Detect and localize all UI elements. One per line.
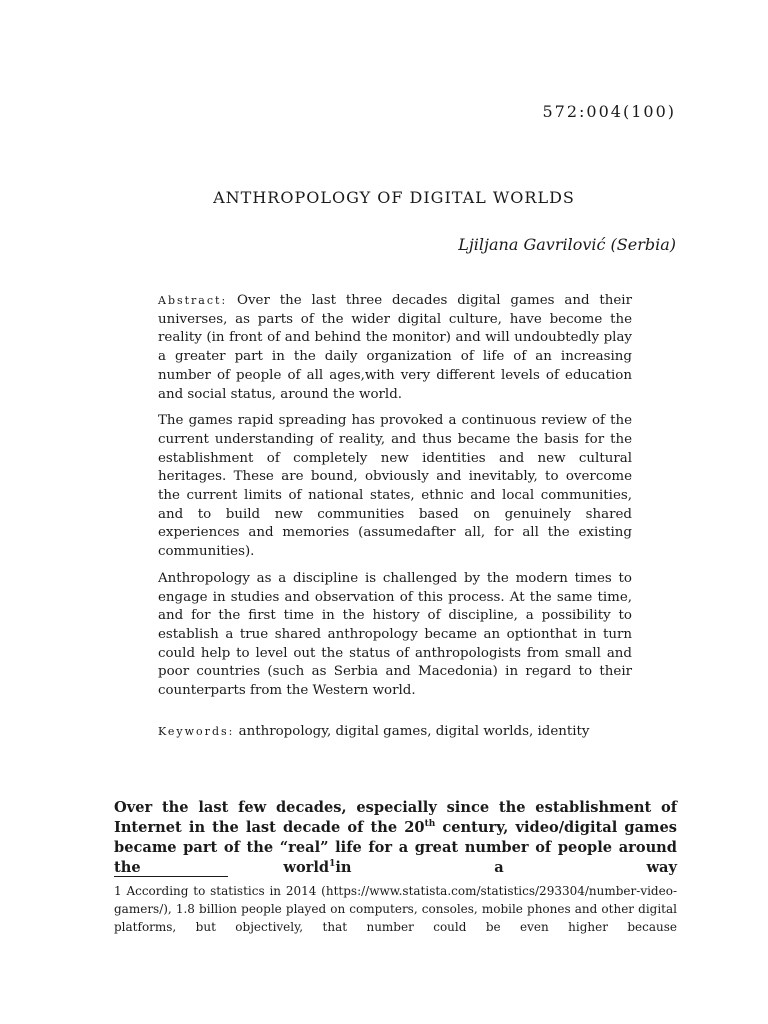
body-paragraph xyxy=(114,798,677,878)
abstract-paragraph-2: The games rapid spreading has provoked a continuous review of the current understanding of reality, and thus became the basis for the establishment of completely new identities and new cultural heritages. These are bound, obviously and inevitably, to overcome the current limits of national states, ethnic and local communities, and to build new communities based on genuinely shared experiences and memories (assumedafter all, for all the existing communities). xyxy=(158,413,632,560)
keywords-label: Keywords: xyxy=(158,725,235,738)
abstract-paragraph-3: Anthropology as a discipline is challenged by the modern times to engage in studies and observation of this process. At the same time, and for the first time in the history of discipline, a possibility to establish a true shared anthropology became an optionthat in turn could help to level out the status of anthropologists from small and poor countries (such as Serbia and Macedonia) in regard to their counterparts from the Western world. xyxy=(158,570,632,699)
keywords-text: anthropology, digital games, digital worlds, identity xyxy=(238,724,590,739)
author-name: Ljiljana Gavrilović (Serbia) xyxy=(458,235,676,254)
footnote-1: 1 According to statistics in 2014 (https://www.statista.com/statistics/293304/number-video-gamers/), 1.8 billion people played on computers, consoles, mobile phones and other digital platforms, but objectively, that number could be even higher because xyxy=(114,884,677,934)
body-text-part-1: Over the last few decades, especially since the establishment of Internet in the last decade of the 20 xyxy=(114,799,677,836)
abstract-text-1: Over the last three decades digital games and their universes, as parts of the wider digital culture, have become the reality (in front of and behind the monitor) and will undoubtedly play a greater part in the daily organization of life of an increasing number of people of all ages,with very different levels of education and social status, around the world. xyxy=(158,293,632,402)
superscript-th: th xyxy=(424,819,436,830)
abstract-paragraph-1 xyxy=(158,292,632,404)
abstract-block xyxy=(158,292,632,709)
abstract-label: Abstract: xyxy=(158,294,228,307)
footnote-ref-1[interactable]: 1 xyxy=(329,859,336,870)
body-text-part-2: century, video/digital games became part of the “real” life for a great number of people around the world xyxy=(114,819,677,876)
footnote-divider xyxy=(114,876,228,877)
udc-code: 572:004(100) xyxy=(542,102,676,121)
article-title: ANTHROPOLOGY OF DIGITAL WORLDS xyxy=(213,188,575,207)
body-text-part-3: in a way xyxy=(335,859,677,876)
keywords-line xyxy=(158,724,632,739)
